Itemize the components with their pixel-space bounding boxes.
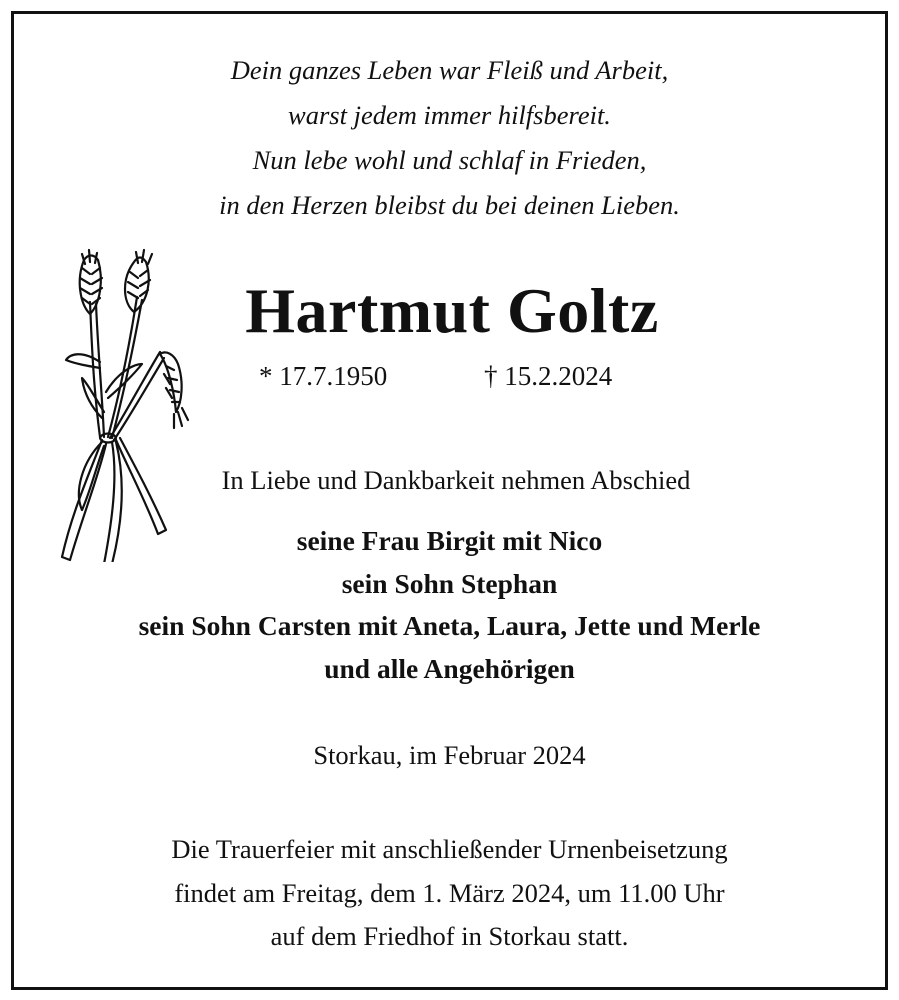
mourner-line: sein Sohn Carsten mit Aneta, Laura, Jette und Merle <box>138 610 761 641</box>
mourner-line: sein Sohn Stephan <box>341 567 558 599</box>
service-info <box>14 828 885 959</box>
service-line: auf dem Friedhof in Storkau statt. <box>270 921 629 951</box>
deceased-name: Hartmut Goltz <box>245 275 659 346</box>
place-date: Storkau, im Februar 2024 <box>313 740 586 770</box>
mourner-line: und alle Angehörigen <box>324 652 575 684</box>
poem <box>14 48 885 228</box>
obituary-notice <box>11 11 888 990</box>
mourner-line: seine Frau Birgit mit Nico <box>296 525 603 556</box>
service-line: Die Trauerfeier mit anschließender Urnenbeisetzung <box>171 834 728 864</box>
poem-line: in den Herzen bleibst du bei deinen Lieben. <box>219 190 680 220</box>
farewell-text: In Liebe und Dankbarkeit nehmen Abschied <box>221 465 691 495</box>
mourners-list <box>14 520 885 690</box>
service-line: findet am Freitag, dem 1. März 2024, um 11.00 Uhr <box>174 877 725 908</box>
birth-date: * 17.7.1950 <box>259 361 388 391</box>
death-date: † 15.2.2024 <box>484 361 613 391</box>
poem-line: Nun lebe wohl und schlaf in Frieden, <box>252 145 647 175</box>
poem-line: warst jedem immer hilfsbereit. <box>288 100 611 130</box>
poem-line: Dein ganzes Leben war Fleiß und Arbeit, <box>230 55 669 85</box>
